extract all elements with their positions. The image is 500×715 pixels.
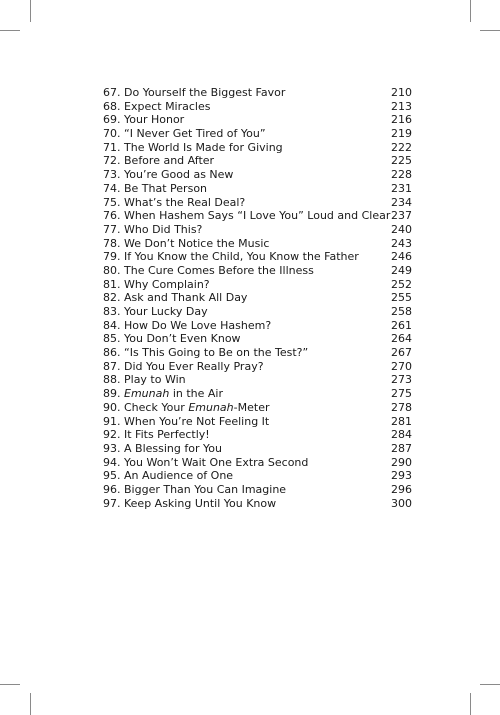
toc-entry-title [103,360,264,374]
toc-entry [103,442,412,456]
toc-entry-title-text: The World Is Made for Giving [124,140,283,154]
toc-entry-number: 93. [103,441,121,455]
toc-entry [103,113,412,127]
toc-entry [103,223,412,237]
toc-entry [103,319,412,333]
toc-entry-title [103,86,285,100]
toc-entry-page-number: 278 [391,400,412,414]
toc-entry [103,141,412,155]
toc-entry-page-number: 237 [391,209,412,223]
toc-entry-title-text: The Cure Comes Before the Illness [124,263,314,277]
toc-entry-number: 73. [103,168,121,182]
toc-entry-title [103,373,186,387]
toc-entry [103,250,412,264]
toc-entry-number: 82. [103,291,121,305]
toc-entry-number: 69. [103,113,121,127]
toc-entry-title-text: You Don’t Even Know [124,332,241,346]
toc-entry-title [103,127,266,141]
toc-entry-title [103,209,390,223]
toc-entry-title-text: Play to Win [124,373,186,387]
toc-entry-page-number: 264 [391,332,412,346]
crop-mark-bottom-left-h [0,684,20,685]
toc-entry-page-number: 228 [391,168,412,182]
toc-entry-page-number: 261 [391,318,412,332]
toc-entry [103,127,412,141]
toc-entry-number: 71. [103,140,121,154]
toc-entry [103,415,412,429]
toc-entry-title-text: in the Air [169,387,224,401]
crop-mark-top-right-v [470,0,471,22]
toc-entry-title-text: Expect Miracles [124,99,211,113]
toc-entry-title [103,291,247,305]
toc-entry-page-number: 219 [391,127,412,141]
toc-entry-page-number: 249 [391,263,412,277]
toc-entry-number: 88. [103,373,121,387]
toc-entry [103,154,412,168]
toc-entry [103,278,412,292]
toc-entry-title-text: If You Know the Child, You Know the Father [124,250,359,264]
toc-entry-title-text: How Do We Love Hashem? [124,318,272,332]
toc-entry-title-text: Did You Ever Really Pray? [124,359,264,373]
toc-entry [103,497,412,511]
toc-entry [103,182,412,196]
toc-entry-page-number: 243 [391,236,412,250]
toc-entry-title [103,415,269,429]
toc-entry-page-number: 258 [391,305,412,318]
toc-entry-title [103,483,286,497]
toc-entry-title-text: Check Your [124,400,189,414]
toc-entry-title [103,113,184,127]
toc-entry-title [103,332,241,346]
toc-entry-title-text: Ask and Thank All Day [124,291,248,305]
toc-entry-title [103,264,314,278]
toc-entry-title-text: You’re Good as New [124,168,234,182]
toc-entry-number: 97. [103,496,121,510]
toc-entry-title-text: When You’re Not Feeling It [124,414,270,428]
toc-entry-page-number: 255 [391,291,412,305]
toc-entry-title-text: Your Honor [124,113,185,127]
toc-entry [103,346,412,360]
toc-entry-title-text: An Audience of One [124,469,234,483]
toc-entry-number: 92. [103,428,121,442]
toc-entry-number: 75. [103,195,121,209]
toc-entry-title [103,278,210,292]
toc-entry-title-text: Why Complain? [124,277,210,291]
toc-entry [103,264,412,278]
toc-entry-page-number: 225 [391,154,412,168]
toc-entry-number: 72. [103,154,121,168]
toc-entry-page-number: 231 [391,181,412,195]
toc-entry-number: 74. [103,181,121,195]
toc-entry-title-text: You Won’t Wait One Extra Second [124,455,309,469]
toc-entry-page-number: 290 [391,455,412,469]
toc-entry-title [103,223,202,237]
toc-entry-title-text: Who Did This? [124,222,203,236]
toc-entry-title [103,168,233,182]
toc-entry-title [103,401,270,415]
table-of-contents [103,86,412,510]
toc-entry [103,332,412,346]
toc-entry-title-italic: Emunah [124,387,170,401]
toc-entry-number: 77. [103,222,121,236]
toc-entry [103,209,412,223]
toc-entry-number: 70. [103,127,121,141]
toc-entry-page-number: 293 [391,469,412,483]
toc-entry-number: 79. [103,250,121,264]
toc-entry [103,237,412,251]
crop-mark-top-right-h [480,30,500,31]
toc-entry [103,100,412,114]
toc-entry [103,196,412,210]
toc-entry-title [103,196,245,210]
toc-entry-title [103,319,271,333]
toc-entry-page-number: 287 [391,441,412,455]
toc-entry-title-text: Be That Person [124,181,208,195]
toc-entry [103,387,412,401]
toc-entry-number: 78. [103,236,121,250]
toc-entry [103,469,412,483]
toc-entry-title [103,442,222,456]
toc-entry-page-number: 210 [391,86,412,99]
toc-entry [103,360,412,374]
toc-entry-page-number: 273 [391,373,412,387]
toc-entry-title-text: “Is This Going to Be on the Test?” [124,346,309,360]
toc-entry-title-text: “I Never Get Tired of You” [124,127,266,141]
crop-mark-bottom-right-v [470,693,471,715]
toc-entry-title-text: -Meter [233,400,270,414]
toc-entry-page-number: 281 [391,414,412,428]
toc-entry [103,168,412,182]
toc-entry-page-number: 300 [391,496,412,510]
toc-entry-number: 90. [103,400,121,414]
toc-entry-title [103,497,276,511]
toc-entry [103,428,412,442]
toc-entry-title [103,305,208,319]
toc-entry-number: 87. [103,359,121,373]
toc-entry-number: 85. [103,332,121,346]
toc-entry-title-text: When Hashem Says “I Love You” Loud and Clear [124,209,391,223]
toc-entry-number: 84. [103,318,121,332]
toc-entry-title [103,141,283,155]
toc-entry [103,86,412,100]
toc-entry-page-number: 275 [391,387,412,401]
toc-entry-number: 67. [103,86,121,99]
toc-entry-title-text: What’s the Real Deal? [124,195,246,209]
toc-entry [103,456,412,470]
toc-entry-title-text: Your Lucky Day [124,305,208,318]
crop-mark-top-left-v [30,0,31,22]
crop-mark-bottom-left-v [30,693,31,715]
toc-entry-page-number: 284 [391,428,412,442]
toc-entry-number: 83. [103,305,121,318]
toc-entry-title [103,387,223,401]
toc-entry-title [103,346,308,360]
toc-entry-number: 94. [103,455,121,469]
toc-entry-title-text: Keep Asking Until You Know [124,496,277,510]
toc-entry-page-number: 234 [391,195,412,209]
toc-entry-page-number: 267 [391,346,412,360]
toc-entry-number: 80. [103,263,121,277]
toc-entry-title-text: Bigger Than You Can Imagine [124,482,287,496]
toc-entry-page-number: 252 [391,277,412,291]
toc-entry-title [103,182,207,196]
toc-entry-title [103,154,214,168]
toc-entry-title-text: Before and After [124,154,215,168]
toc-entry-page-number: 296 [391,482,412,496]
toc-entry-title-text: Do Yourself the Biggest Favor [124,86,286,99]
toc-entry-page-number: 270 [391,359,412,373]
toc-entry-page-number: 216 [391,113,412,127]
toc-entry-number: 96. [103,482,121,496]
toc-entry-page-number: 240 [391,222,412,236]
toc-entry-title [103,250,359,264]
toc-entry-page-number: 222 [391,140,412,154]
toc-entry-title-text: A Blessing for You [124,441,222,455]
toc-entry [103,373,412,387]
toc-entry-title-italic: Emunah [188,400,234,414]
toc-entry-number: 95. [103,469,121,483]
crop-mark-bottom-right-h [480,684,500,685]
toc-entry [103,305,412,319]
toc-entry [103,401,412,415]
toc-entry-title [103,469,233,483]
toc-entry-number: 81. [103,277,121,291]
toc-entry-number: 86. [103,346,121,360]
toc-entry [103,483,412,497]
toc-entry-page-number: 213 [391,99,412,113]
toc-entry-title [103,100,210,114]
toc-entry-title [103,428,210,442]
toc-entry-title [103,456,308,470]
toc-entry-page-number: 246 [391,250,412,264]
toc-entry-title [103,237,269,251]
toc-entry-number: 76. [103,209,121,223]
toc-entry-number: 91. [103,414,121,428]
crop-mark-top-left-h [0,30,20,31]
toc-entry-title-text: We Don’t Notice the Music [124,236,270,250]
toc-entry-title-text: It Fits Perfectly! [124,428,210,442]
toc-entry [103,291,412,305]
toc-entry-number: 68. [103,99,121,113]
toc-entry-number: 89. [103,387,121,401]
